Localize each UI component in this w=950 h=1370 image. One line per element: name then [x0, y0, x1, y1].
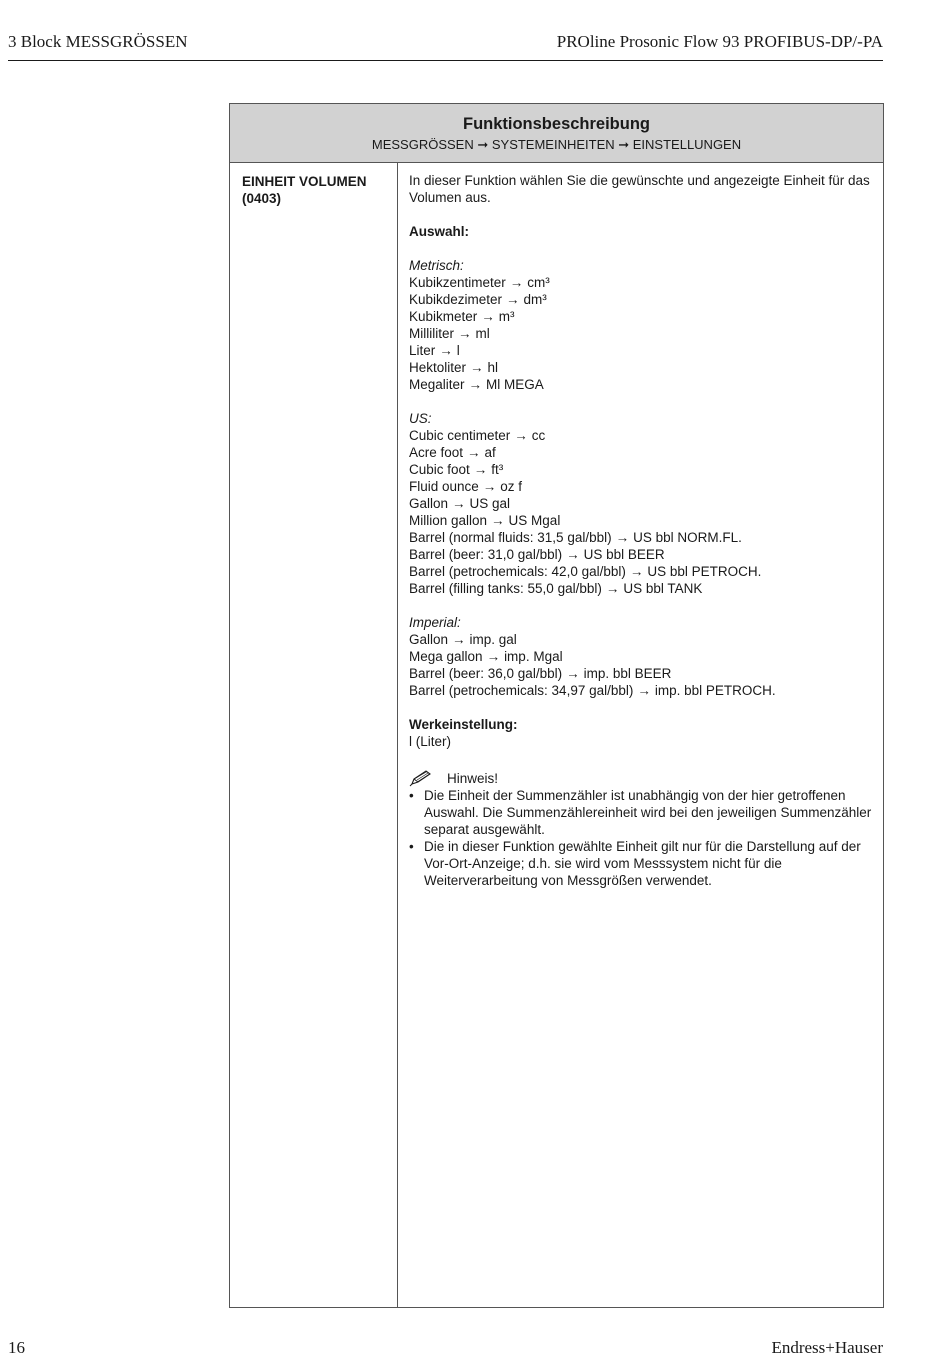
arrow-icon: → [629, 564, 644, 579]
arrow-icon: → [467, 445, 481, 460]
table-title: Funktionsbeschreibung [462, 115, 650, 133]
us-unit-item [409, 478, 879, 495]
unit-symbol: m³ [498, 309, 515, 324]
unit-name: Barrel (beer: 36,0 gal/bbl) [409, 666, 563, 681]
unit-symbol: ft³ [491, 462, 504, 477]
us-heading: US: [409, 411, 432, 426]
arrow-icon: → [506, 292, 520, 307]
unit-name: Megaliter [409, 377, 465, 392]
us-unit-item [409, 495, 879, 512]
unit-symbol: US bbl PETROCH. [647, 564, 762, 579]
page-number: 16 [8, 1338, 25, 1357]
us-unit-list [409, 427, 879, 597]
arrow-icon: → [452, 632, 466, 647]
intro-text: Volumen aus. [409, 190, 491, 205]
brand-logo: Endress+Hauser [771, 1338, 883, 1357]
arrow-icon: → [481, 309, 495, 324]
arrow-icon: → [566, 666, 580, 681]
function-code: (0403) [242, 191, 282, 206]
arrow-icon: → [439, 343, 453, 358]
imperial-unit-item [409, 631, 879, 648]
note-list [409, 787, 879, 889]
us-unit-item [409, 580, 879, 597]
unit-name: Fluid ounce [409, 479, 479, 494]
unit-name: Kubikzentimeter [409, 275, 506, 290]
arrow-icon: → [486, 649, 501, 664]
arrow-icon: → [509, 275, 524, 290]
unit-name: Gallon [409, 632, 449, 647]
arrow-icon: → [468, 377, 483, 392]
note-header [409, 770, 879, 787]
metric-unit-item [409, 359, 879, 376]
unit-name: Cubic centimeter [409, 428, 511, 443]
imperial-heading: Imperial: [409, 615, 461, 630]
unit-name: Barrel (filling tanks: 55,0 gal/bbl) [409, 581, 602, 596]
note-item: • Die in dieser Funktion gewählte Einheit gilt nur für die Darstellung auf der Vor-Ort-Anzeige; d.h. sie wird vom Messsystem nicht für die Weiterverarbeitung von Messgrößen verwendet. [409, 838, 879, 889]
document-title: PROline Prosonic Flow 93 PROFIBUS-DP/-PA [556, 32, 883, 51]
unit-name: Liter [409, 343, 436, 358]
metric-unit-item [409, 325, 879, 342]
unit-name: Acre foot [409, 445, 464, 460]
unit-name: Barrel (normal fluids: 31,5 gal/bbl) [409, 530, 612, 545]
us-unit-item [409, 563, 879, 580]
us-unit-item [409, 461, 879, 478]
arrow-icon: → [458, 326, 472, 341]
arrow-icon: → [470, 360, 484, 375]
us-unit-item [409, 529, 879, 546]
pencil-icon [409, 770, 433, 787]
metric-unit-item [409, 376, 879, 393]
unit-symbol: l [456, 343, 460, 358]
function-name: EINHEIT VOLUMEN [242, 174, 367, 189]
arrow-icon: → [452, 496, 466, 511]
unit-name: Barrel (petrochemicals: 42,0 gal/bbl) [409, 564, 626, 579]
unit-name: Cubic foot [409, 462, 470, 477]
metric-unit-list [409, 274, 879, 393]
unit-name: Hektoliter [409, 360, 467, 375]
us-unit-item [409, 427, 879, 444]
arrow-icon: → [605, 581, 620, 596]
breadcrumb: MESSGRÖSSEN ➞ SYSTEMEINHEITEN ➞ EINSTELLUNGEN [371, 137, 742, 152]
us-unit-item [409, 444, 879, 461]
unit-symbol: cm³ [527, 275, 550, 290]
note-item: • Die Einheit der Summenzähler ist unabhängig von der hier getroffenen Auswahl. Die Summenzählereinheit wird bei den jeweiligen Summenzähler separat ausgewählt. [409, 787, 879, 838]
unit-symbol: Ml MEGA [486, 377, 544, 392]
function-column [230, 163, 398, 1307]
unit-name: Gallon [409, 496, 449, 511]
unit-symbol: US bbl BEER [583, 547, 665, 562]
arrow-icon: → [482, 479, 497, 494]
unit-symbol: oz f [500, 479, 523, 494]
selection-heading: Auswahl: [409, 224, 470, 239]
unit-name: Barrel (beer: 31,0 gal/bbl) [409, 547, 563, 562]
unit-symbol: ml [475, 326, 490, 341]
table-header [230, 104, 883, 163]
unit-name: Million gallon [409, 513, 488, 528]
metric-unit-item [409, 274, 879, 291]
unit-symbol: US bbl TANK [623, 581, 703, 596]
metric-unit-item [409, 308, 879, 325]
metric-unit-item [409, 291, 879, 308]
unit-symbol: imp. bbl BEER [583, 666, 672, 681]
arrow-icon: → [615, 530, 630, 545]
unit-symbol: dm³ [523, 292, 547, 307]
page-header [8, 30, 883, 61]
unit-name: Barrel (petrochemicals: 34,97 gal/bbl) [409, 683, 634, 698]
unit-symbol: af [484, 445, 496, 460]
intro-text: In dieser Funktion wählen Sie die gewünschte und angezeigte Einheit für das [409, 173, 870, 188]
unit-name: Mega gallon [409, 649, 483, 664]
arrow-icon: → [637, 683, 651, 698]
metric-heading: Metrisch: [409, 258, 464, 273]
us-unit-item [409, 546, 879, 563]
chapter-title: 3 Block MESSGRÖSSEN [8, 32, 188, 51]
description-column [409, 172, 879, 889]
imperial-unit-item [409, 648, 879, 665]
unit-symbol: US bbl NORM.FL. [633, 530, 742, 545]
arrow-icon: → [473, 462, 488, 477]
imperial-unit-item [409, 665, 879, 682]
note-heading: Hinweis! [447, 771, 499, 786]
unit-symbol: US gal [469, 496, 511, 511]
unit-symbol: cc [531, 428, 546, 443]
unit-symbol: hl [487, 360, 499, 375]
us-unit-item [409, 512, 879, 529]
unit-name: Milliliter [409, 326, 454, 341]
arrow-icon: → [566, 547, 580, 562]
metric-unit-item [409, 342, 879, 359]
arrow-icon: → [491, 513, 505, 528]
imperial-unit-list [409, 631, 879, 699]
default-value: l (Liter) [409, 734, 452, 749]
default-heading: Werkeinstellung: [409, 717, 518, 732]
imperial-unit-item [409, 682, 879, 699]
unit-symbol: imp. Mgal [504, 649, 563, 664]
arrow-icon: → [514, 428, 528, 443]
unit-symbol: imp. gal [469, 632, 517, 647]
unit-symbol: US Mgal [508, 513, 561, 528]
unit-name: Kubikmeter [409, 309, 478, 324]
unit-symbol: imp. bbl PETROCH. [654, 683, 776, 698]
unit-name: Kubikdezimeter [409, 292, 503, 307]
